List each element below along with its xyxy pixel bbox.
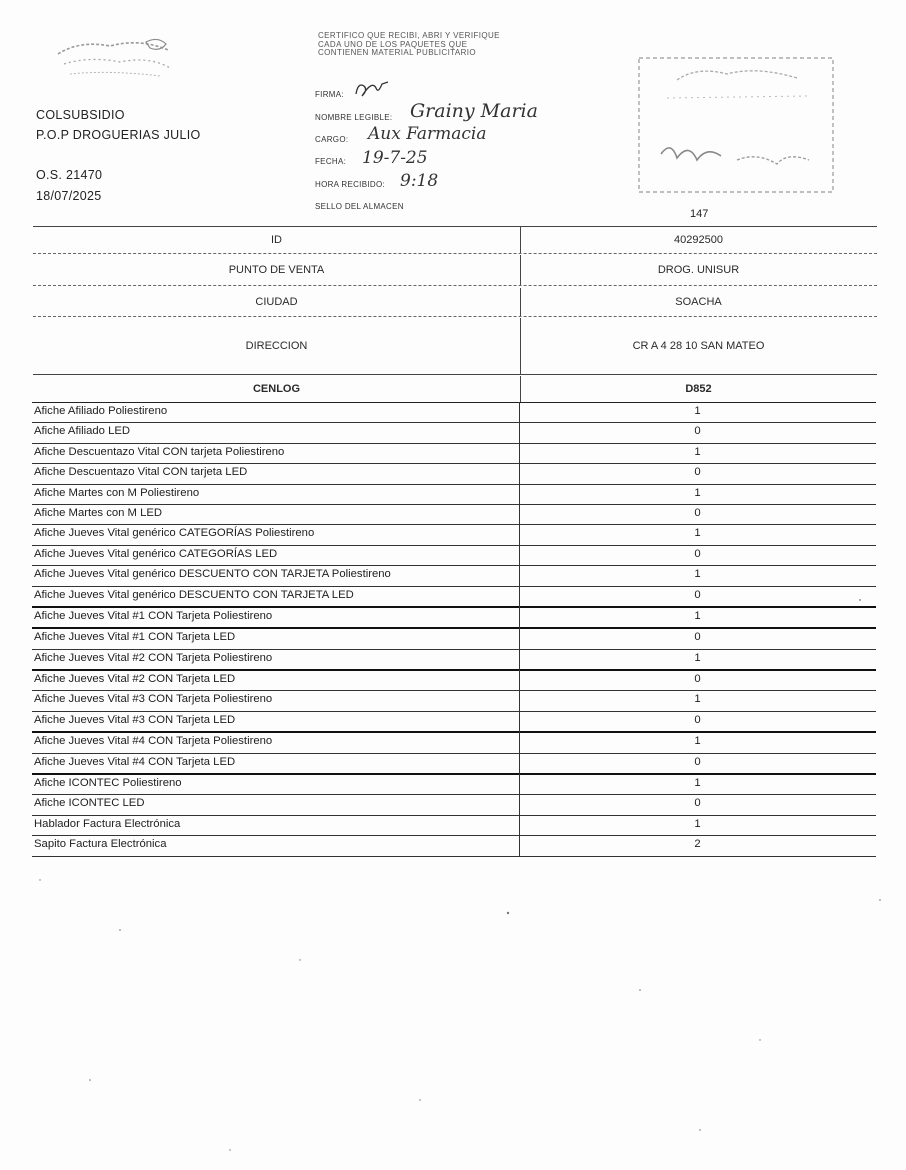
item-name: Afiche Jueves Vital #1 CON Tarjeta Poliestireno — [34, 609, 273, 622]
table-row — [32, 691, 876, 711]
table-row — [32, 671, 876, 691]
item-qty: 0 — [694, 588, 701, 601]
sello-label: SELLO DEL ALMACEN — [315, 202, 404, 211]
ciudad-label: CIUDAD — [255, 296, 298, 308]
table-row — [32, 505, 876, 525]
item-qty: 1 — [694, 609, 701, 622]
item-qty: 2 — [694, 838, 701, 851]
items-table — [32, 402, 876, 857]
item-name: Afiche Descuentazo Vital CON tarjeta LED — [34, 466, 248, 479]
item-qty: 1 — [694, 405, 701, 417]
table-row — [32, 423, 876, 443]
table-row — [32, 795, 876, 815]
colsubsidio-logo — [50, 34, 180, 84]
info-row-punto-venta — [33, 255, 877, 286]
item-qty: 0 — [694, 425, 701, 438]
nombre-handwritten: Grainy Maria — [410, 100, 538, 122]
order-number: O.S. 21470 — [36, 168, 103, 182]
cargo-label: CARGO: — [315, 135, 349, 144]
ciudad-value: SOACHA — [675, 296, 722, 308]
item-name: Afiche Afiliado Poliestireno — [34, 405, 168, 417]
certificate-text: CERTIFICO QUE RECIBI, ABRI Y VERIFIQUE CADA UNO DE LOS PAQUETES QUE CONTIENEN MATERIAL PUBLICITARIO — [318, 31, 500, 58]
item-name: Afiche Jueves Vital genérico CATEGORÍAS Poliestireno — [34, 527, 315, 540]
item-name: Afiche Jueves Vital #3 CON Tarjeta Poliestireno — [34, 693, 273, 706]
item-name: Afiche ICONTEC Poliestireno — [34, 777, 182, 790]
table-row — [32, 464, 876, 484]
table-row — [32, 444, 876, 464]
item-name: Afiche Afiliado LED — [34, 425, 131, 438]
item-qty: 0 — [694, 547, 701, 560]
item-name: Afiche Descuentazo Vital CON tarjeta Poliestireno — [34, 445, 285, 458]
item-qty: 0 — [694, 673, 701, 686]
fecha-label: FECHA: — [315, 157, 347, 166]
item-name: Afiche ICONTEC LED — [34, 797, 145, 810]
table-row — [32, 733, 876, 753]
punto-venta-label: PUNTO DE VENTA — [228, 264, 325, 276]
punto-venta-value: DROG. UNISUR — [657, 264, 740, 276]
direccion-value: CR A 4 28 10 SAN MATEO — [632, 340, 765, 352]
hora-handwritten: 9:18 — [400, 171, 439, 191]
item-name: Afiche Jueves Vital #4 CON Tarjeta Poliestireno — [34, 735, 273, 748]
table-row — [32, 403, 876, 423]
table-row — [32, 629, 876, 649]
item-qty: 0 — [694, 755, 701, 768]
table-row — [32, 485, 876, 505]
item-name: Afiche Jueves Vital genérico DESCUENTO CON TARJETA Poliestireno — [34, 568, 391, 581]
signature — [352, 76, 392, 102]
table-row — [32, 775, 876, 795]
item-qty: 0 — [694, 797, 701, 810]
item-qty: 0 — [694, 631, 701, 644]
table-row — [32, 712, 876, 733]
id-label: ID — [271, 234, 282, 246]
cargo-handwritten: Aux Farmacia — [368, 124, 487, 144]
store-stamp — [637, 56, 835, 194]
info-row-ciudad — [33, 288, 877, 317]
item-qty: 0 — [694, 506, 701, 519]
table-row — [32, 754, 876, 775]
item-name: Afiche Jueves Vital #2 CON Tarjeta Poliestireno — [34, 651, 273, 664]
hora-label: HORA RECIBIDO: — [315, 180, 385, 189]
info-row-direccion — [33, 318, 877, 375]
item-name: Sapito Factura Electrónica — [34, 838, 167, 851]
pop-name: P.O.P DROGUERIAS JULIO — [36, 128, 201, 142]
id-value: 40292500 — [674, 234, 723, 246]
item-name: Afiche Martes con M Poliestireno — [34, 486, 200, 499]
item-name: Afiche Jueves Vital #1 CON Tarjeta LED — [34, 631, 236, 644]
item-qty: 1 — [694, 651, 701, 664]
table-row — [32, 816, 876, 836]
table-row — [32, 525, 876, 545]
order-date: 18/07/2025 — [36, 189, 102, 203]
item-qty: 1 — [694, 693, 701, 706]
company-name: COLSUBSIDIO — [36, 108, 125, 122]
info-row-id — [33, 226, 877, 254]
page-number: 147 — [690, 208, 709, 220]
fecha-handwritten: 19-7-25 — [362, 148, 428, 168]
item-qty: 1 — [694, 527, 701, 540]
item-name: Hablador Factura Electrónica — [34, 817, 181, 830]
item-name: Afiche Jueves Vital genérico DESCUENTO CON TARJETA LED — [34, 588, 354, 601]
cenlog-value: D852 — [685, 383, 712, 395]
info-row-cenlog — [33, 376, 877, 402]
nombre-label: NOMBRE LEGIBLE: — [315, 113, 393, 122]
item-name: Afiche Jueves Vital genérico CATEGORÍAS LED — [34, 547, 278, 560]
table-row — [32, 650, 876, 671]
item-name: Afiche Martes con M LED — [34, 506, 163, 519]
item-qty: 1 — [694, 568, 701, 581]
item-name: Afiche Jueves Vital #3 CON Tarjeta LED — [34, 713, 236, 726]
cenlog-label: CENLOG — [252, 383, 301, 395]
item-qty: 0 — [694, 466, 701, 479]
direccion-label: DIRECCION — [245, 340, 308, 352]
item-qty: 1 — [694, 486, 701, 499]
table-row — [32, 566, 876, 586]
table-row — [32, 546, 876, 566]
firma-label: FIRMA: — [315, 90, 344, 99]
item-qty: 1 — [694, 777, 701, 790]
table-row — [32, 836, 876, 856]
item-qty: 1 — [694, 817, 701, 830]
item-qty: 1 — [694, 735, 701, 748]
item-qty: 0 — [694, 713, 701, 726]
item-name: Afiche Jueves Vital #4 CON Tarjeta LED — [34, 755, 236, 768]
item-name: Afiche Jueves Vital #2 CON Tarjeta LED — [34, 673, 236, 686]
item-qty: 1 — [694, 445, 701, 458]
table-row — [32, 587, 876, 608]
table-row — [32, 608, 876, 629]
